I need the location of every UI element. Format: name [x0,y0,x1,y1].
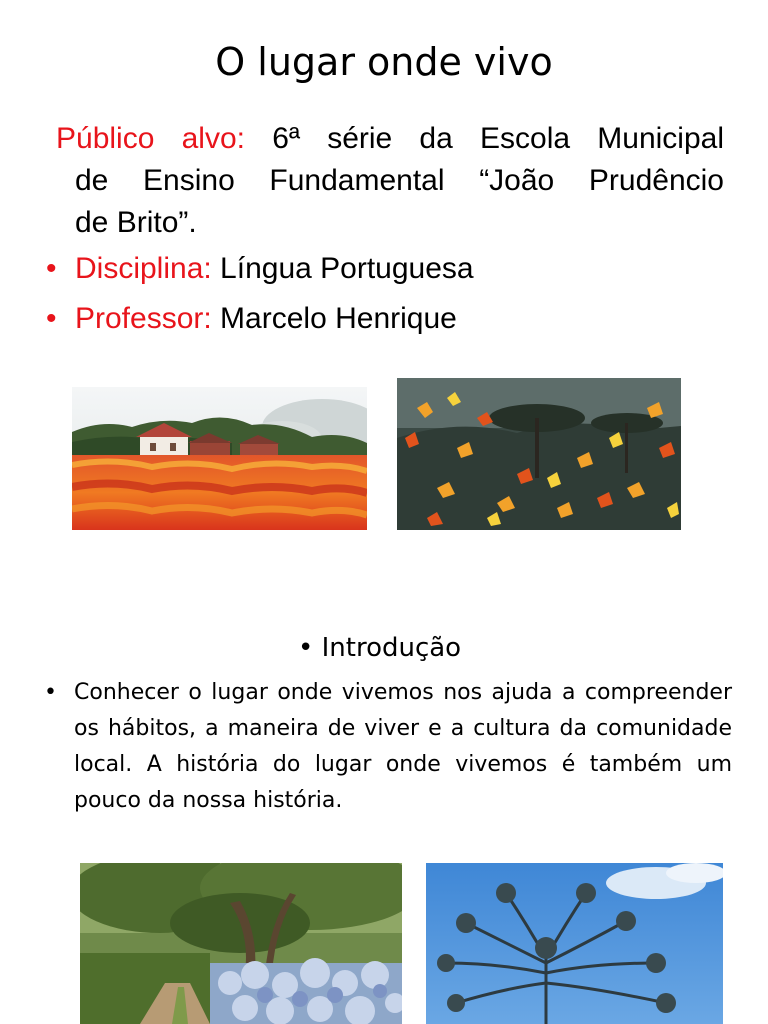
intro-heading: Introdução [321,633,462,663]
bullet-icon: • [46,252,57,285]
professor-value: Marcelo Henrique [211,302,457,335]
target-audience-label: Público alvo: [56,122,245,155]
professor-item [46,298,457,340]
target-audience-value: 6ª série da Escola Municipal [244,122,724,155]
target-audience-line-3: de Brito”. [75,206,197,239]
target-audience-line-2: de Ensino Fundamental “João Prudêncio [75,164,724,197]
farmhouse-photo [72,387,367,530]
target-audience [56,118,724,244]
bullet-icon: • [46,302,57,335]
bullet-icon: • [298,633,314,663]
intro-paragraph: Conhecer o lugar onde vivemos nos ajuda a compreender os hábitos, a maneira de viver e a cultura da comunidade local. A história do lugar onde vivemos é também um pouco da nossa história. [74,680,732,813]
autumn-leaves-photo [397,378,681,530]
discipline-value: Língua Portuguesa [211,252,474,285]
intro-paragraph-item [44,675,732,819]
hydrangea-path-photo [80,863,402,1024]
araucaria-tree-photo [426,863,723,1024]
target-audience-line-1 [56,118,724,160]
slide-title: O lugar onde vivo [215,40,553,84]
bullet-icon: • [44,680,57,705]
discipline-label: Disciplina: [75,252,212,285]
professor-label: Professor: [75,302,212,335]
discipline-item [46,248,474,290]
intro-heading-item [298,630,461,666]
